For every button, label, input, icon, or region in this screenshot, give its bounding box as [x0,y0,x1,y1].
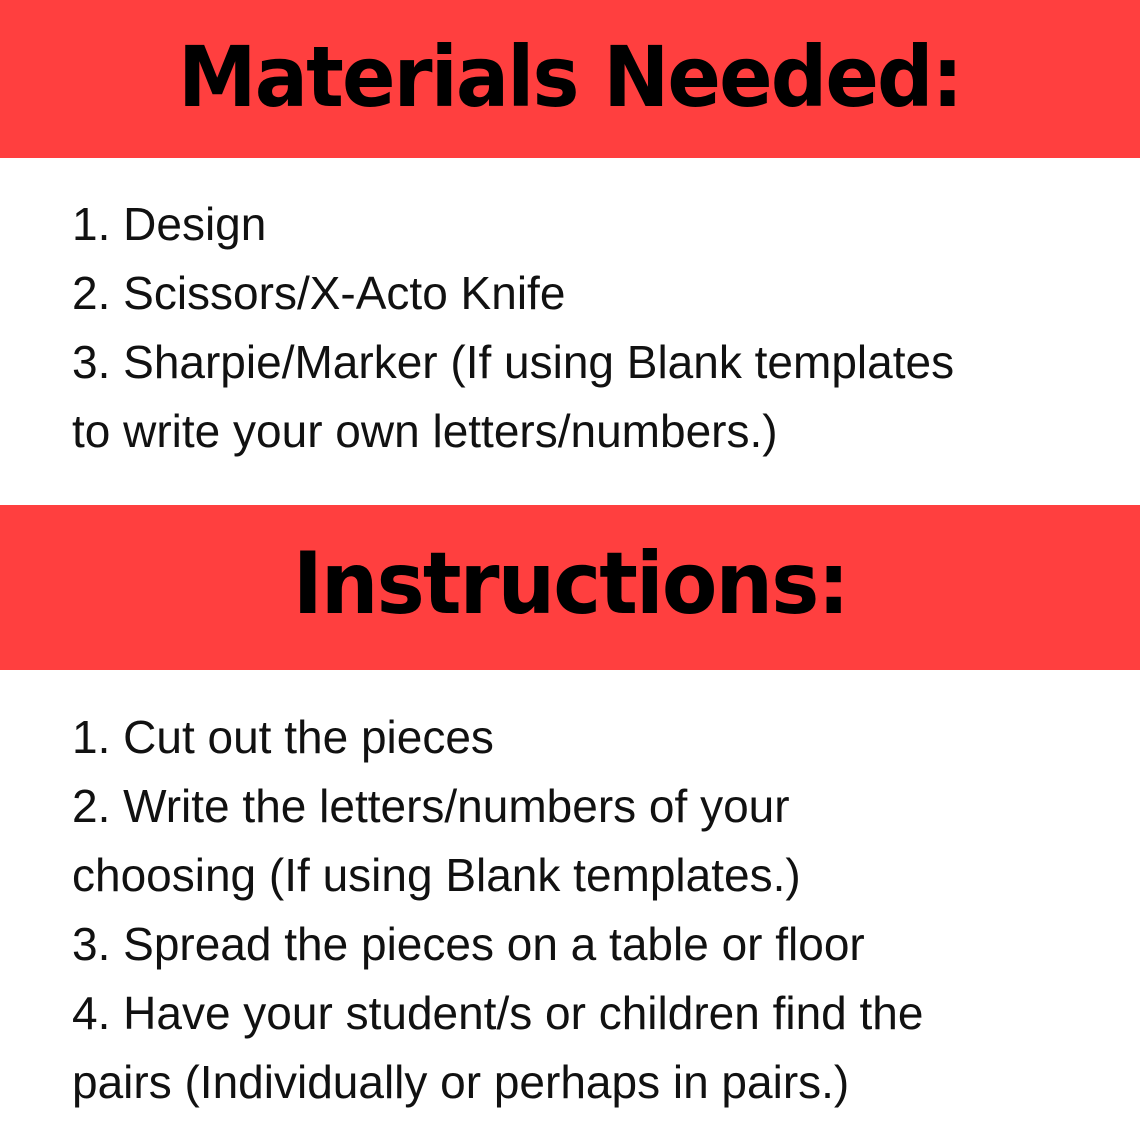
materials-item-sharpie-continued: to write your own letters/numbers.) [72,405,778,457]
instruction-step-write-continued: choosing (If using Blank templates.) [72,849,801,901]
materials-item-scissors: 2. Scissors/X-Acto Knife [72,267,566,319]
materials-list [72,190,954,466]
instructions-heading: Instructions: [292,533,848,634]
instruction-step-cut: 1. Cut out the pieces [72,711,494,763]
instructions-header-banner [0,505,1140,670]
materials-item-sharpie: 3. Sharpie/Marker (If using Blank templates [72,336,955,388]
materials-heading: Materials Needed: [178,28,962,126]
instruction-step-spread: 3. Spread the pieces on a table or floor [72,918,865,970]
instructions-list [72,703,923,1117]
instruction-step-find-pairs-continued: pairs (Individually or perhaps in pairs.) [72,1056,850,1108]
instruction-step-write: 2. Write the letters/numbers of your [72,780,790,832]
instruction-step-find-pairs: 4. Have your student/s or children find the [72,987,924,1039]
materials-header-banner [0,0,1140,158]
materials-item-design: 1. Design [72,198,267,250]
